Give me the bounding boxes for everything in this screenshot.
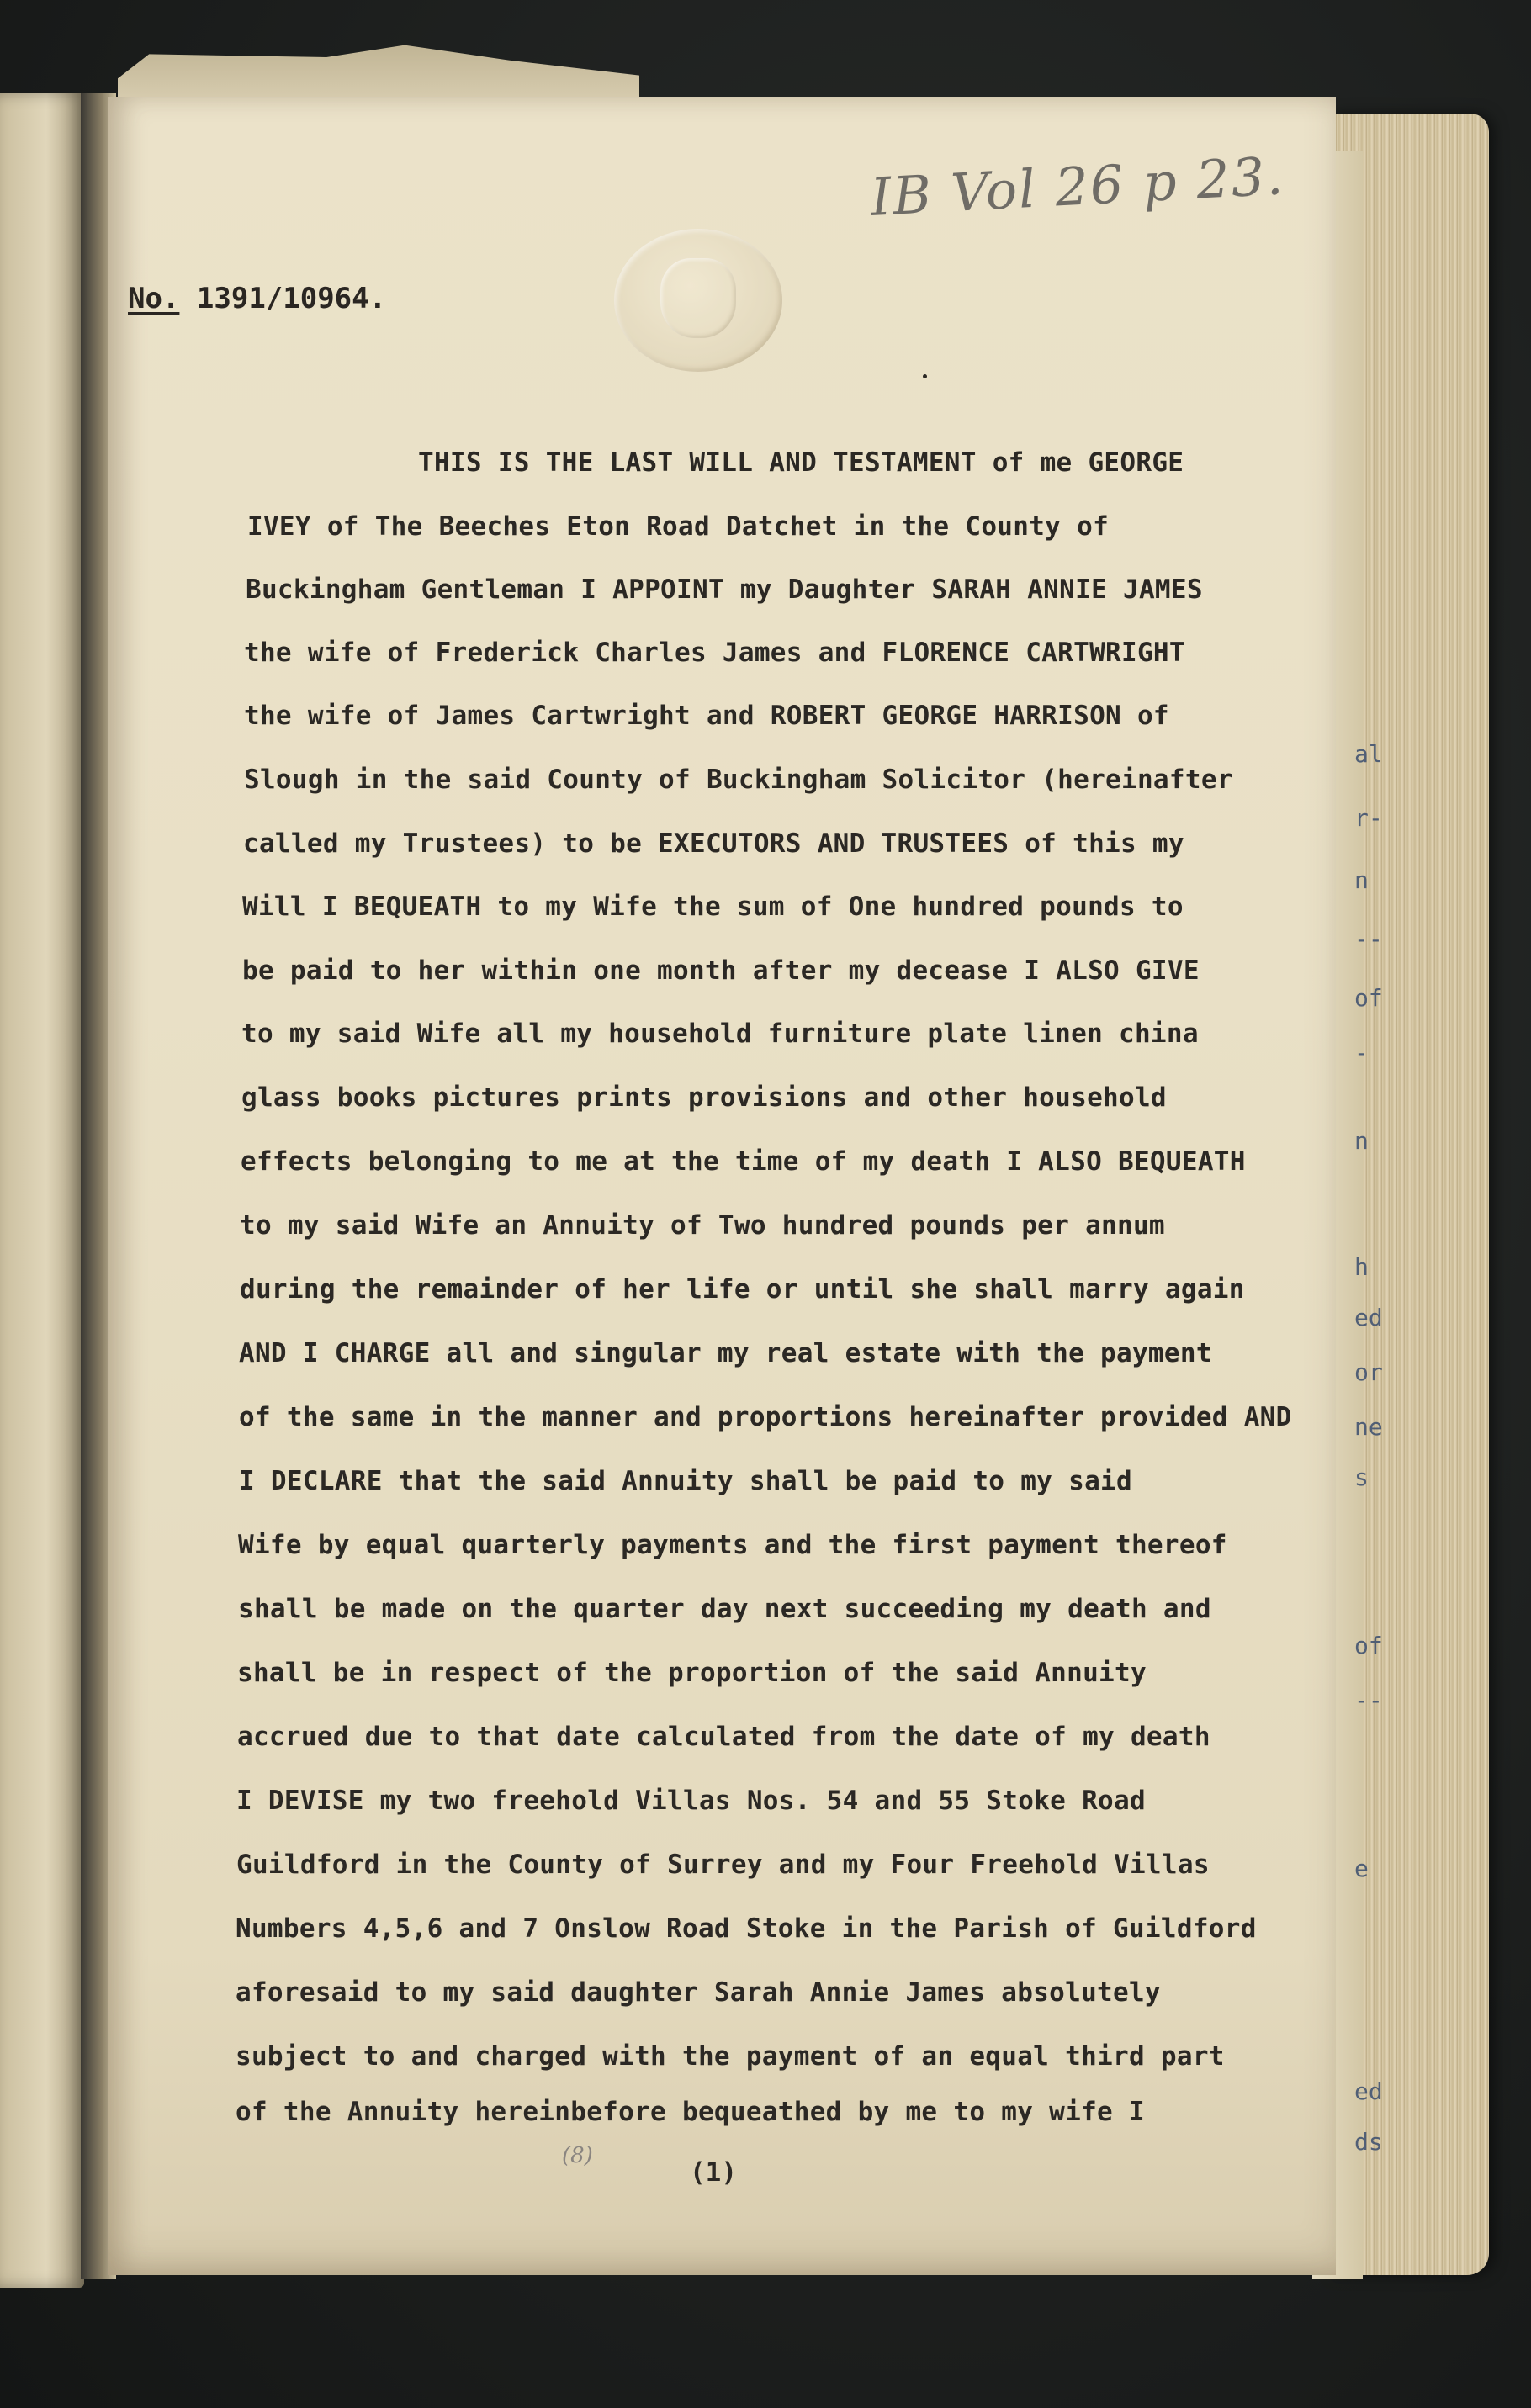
document-page: [108, 97, 1336, 2275]
will-line: be paid to her within one month after my decease I ALSO GIVE: [242, 955, 1200, 986]
will-line: Will I BEQUEATH to my Wife the sum of One hundred pounds to: [242, 892, 1184, 922]
page-number: (1): [690, 2157, 737, 2188]
will-line: the wife of Frederick Charles James and FLORENCE CARTWRIGHT: [244, 638, 1185, 668]
bleed-fragment: s: [1354, 1463, 1369, 1491]
will-line: to my said Wife all my household furniture plate linen china: [241, 1019, 1199, 1049]
facing-page-edge: [0, 93, 84, 2288]
bleed-fragment: ne: [1354, 1413, 1383, 1441]
bleed-fragment: n: [1354, 866, 1369, 894]
bleed-fragment: of: [1354, 984, 1383, 1012]
embossed-seal: [614, 229, 782, 372]
bleed-fragment: of: [1354, 1632, 1383, 1659]
will-line: I DECLARE that the said Annuity shall be paid to my said: [239, 1466, 1132, 1496]
will-line: of the Annuity hereinbefore bequeathed by me to my wife I: [236, 2097, 1145, 2127]
bleed-fragment: --: [1354, 1686, 1383, 1714]
will-line: during the remainder of her life or until she shall marry again: [240, 1274, 1245, 1305]
will-line: Wife by equal quarterly payments and the first payment thereof: [238, 1530, 1227, 1560]
bleed-fragment: al: [1354, 740, 1383, 768]
will-line: aforesaid to my said daughter Sarah Annie James absolutely: [236, 1977, 1161, 2008]
will-line: called my Trustees) to be EXECUTORS AND TRUSTEES of this my: [243, 828, 1184, 859]
margin-bleed-text: [1354, 740, 1422, 2338]
handwritten-reference: IB Vol 26 p 23.: [869, 145, 1286, 228]
will-line: Guildford in the County of Surrey and my Four Freehold Villas: [236, 1850, 1210, 1880]
will-line: the wife of James Cartwright and ROBERT GEORGE HARRISON of: [244, 701, 1169, 731]
will-line: to my said Wife an Annuity of Two hundred pounds per annum: [240, 1210, 1165, 1241]
bleed-fragment: r-: [1354, 804, 1383, 832]
ink-dot: [923, 374, 927, 378]
bleed-fragment: ds: [1354, 2128, 1383, 2156]
will-line: THIS IS THE LAST WILL AND TESTAMENT of me GEORGE: [418, 447, 1184, 478]
bleed-fragment: or: [1354, 1358, 1383, 1386]
will-line: Buckingham Gentleman I APPOINT my Daughter SARAH ANNIE JAMES: [246, 574, 1203, 605]
document-number: [128, 282, 386, 315]
bleed-fragment: e: [1354, 1855, 1369, 1882]
will-line: shall be made on the quarter day next succeeding my death and: [238, 1594, 1211, 1624]
will-line: shall be in respect of the proportion of the said Annuity: [237, 1658, 1147, 1688]
bleed-fragment: --: [1354, 925, 1383, 953]
will-line: IVEY of The Beeches Eton Road Datchet in the County of: [247, 511, 1110, 542]
number-label: No.: [128, 282, 180, 315]
pencil-mark: (8): [562, 2143, 593, 2168]
bleed-fragment: n: [1354, 1127, 1369, 1155]
will-line: accrued due to that date calculated from the date of my death: [237, 1722, 1210, 1752]
will-line: AND I CHARGE all and singular my real estate with the payment: [239, 1338, 1212, 1368]
will-line: glass books pictures prints provisions and other household: [241, 1082, 1167, 1113]
will-line: Numbers 4,5,6 and 7 Onslow Road Stoke in the Parish of Guildford: [236, 1913, 1257, 1944]
bleed-fragment: h: [1354, 1253, 1369, 1281]
bleed-fragment: -: [1354, 1039, 1369, 1066]
will-line: of the same in the manner and proportions hereinafter provided AND: [239, 1402, 1292, 1432]
bleed-fragment: ed: [1354, 2077, 1383, 2105]
will-line: Slough in the said County of Buckingham Solicitor (hereinafter: [244, 765, 1233, 795]
will-line: subject to and charged with the payment of an equal third part: [236, 2041, 1225, 2072]
will-line: I DEVISE my two freehold Villas Nos. 54 and 55 Stoke Road: [236, 1786, 1146, 1816]
bleed-fragment: ed: [1354, 1304, 1383, 1331]
number-value: 1391/10964.: [196, 282, 387, 315]
will-line: effects belonging to me at the time of my death I ALSO BEQUEATH: [241, 1146, 1246, 1177]
